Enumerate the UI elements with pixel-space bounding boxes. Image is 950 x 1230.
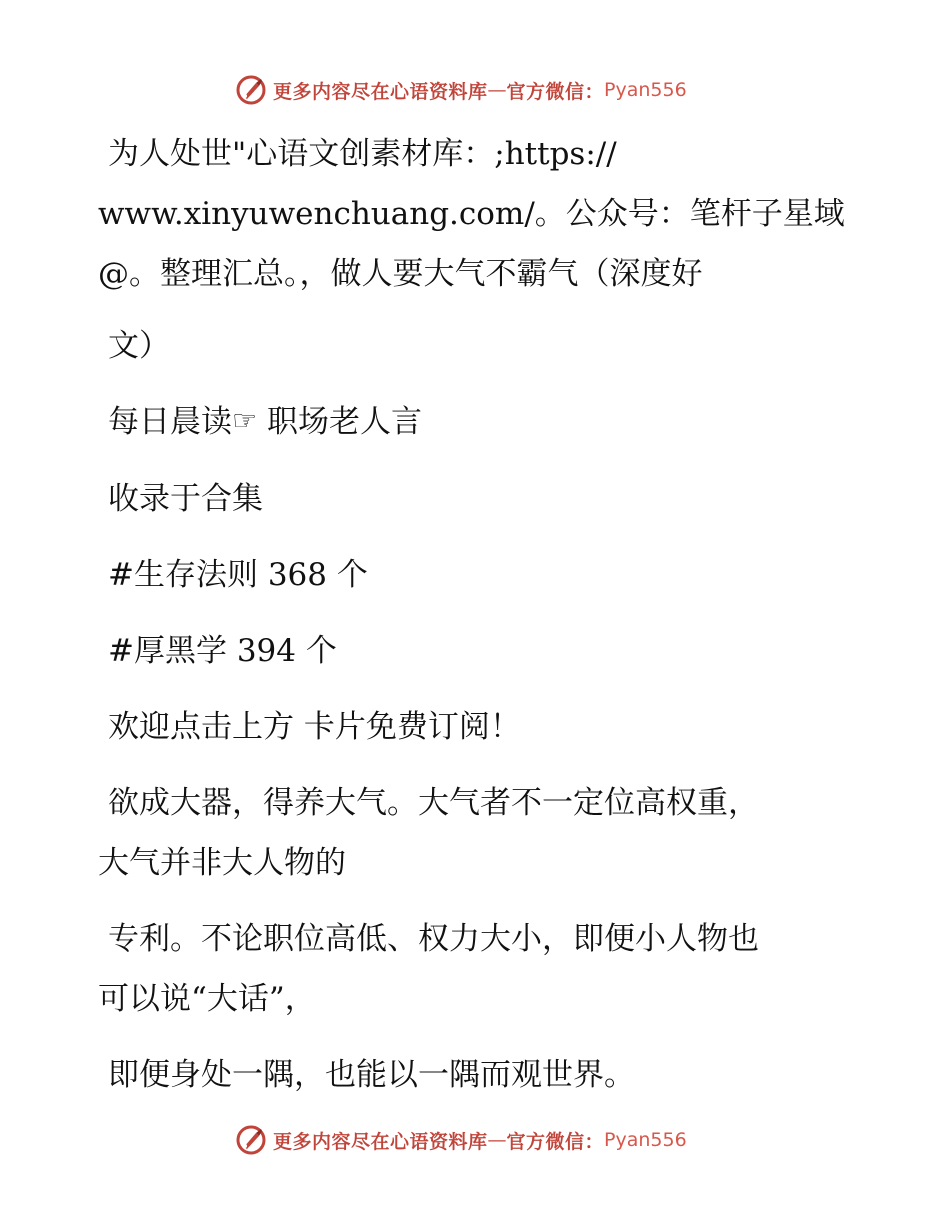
intro-line: @。整理汇总。，做人要大气不霸气（深度好 bbox=[98, 256, 703, 292]
banner-contact-value: Pyan556 bbox=[604, 79, 687, 101]
banner-brand-text: 更多内容尽在心语资料库 bbox=[273, 1130, 488, 1153]
document-body bbox=[98, 124, 858, 1121]
tag-line bbox=[98, 545, 858, 605]
collection-label: 收录于合集 bbox=[108, 481, 263, 517]
intro-line: www.xinyuwenchuang.com/。公众号：笔杆子星域 bbox=[98, 196, 845, 232]
body-paragraph bbox=[98, 1045, 858, 1105]
pointing-hand-icon: ☞ bbox=[232, 404, 258, 437]
body-paragraph bbox=[98, 909, 858, 1029]
paragraph-line: 专利。不论职位高低、权力大小，即便小人物也 bbox=[108, 921, 759, 957]
tag-link[interactable]: #生存法则 368 个 bbox=[108, 557, 368, 593]
banner-contact-label: 官方微信： bbox=[506, 1130, 605, 1153]
subscribe-prompt: 欢迎点击上方 卡片免费订阅！ bbox=[108, 709, 521, 745]
intro-line: 为人处世"心语文创素材库：;https:// bbox=[108, 136, 617, 172]
subscribe-line bbox=[98, 697, 858, 757]
tag-line bbox=[98, 621, 858, 681]
banner-contact-label: 官方微信： bbox=[506, 80, 605, 103]
banner-brand-text: 更多内容尽在心语资料库 bbox=[273, 80, 488, 103]
paragraph-line: 可以说“大话”， bbox=[98, 981, 316, 1017]
intro-continuation bbox=[98, 316, 858, 376]
quill-pen-logo-icon bbox=[235, 74, 267, 106]
morning-read-line bbox=[98, 392, 858, 453]
morning-read-label: 每日晨读 bbox=[108, 404, 232, 440]
intro-line: 文） bbox=[108, 328, 170, 364]
body-paragraph bbox=[98, 773, 858, 893]
banner-separator: — bbox=[487, 1129, 507, 1151]
footer-banner bbox=[235, 1122, 715, 1158]
header-banner bbox=[235, 72, 715, 108]
paragraph-line: 大气并非大人物的 bbox=[98, 845, 346, 881]
quill-pen-logo-icon bbox=[235, 1124, 267, 1156]
morning-read-text bbox=[98, 392, 858, 453]
paragraph-line: 欲成大器，得养大气。大气者不一定位高权重， bbox=[108, 785, 759, 821]
banner-separator: — bbox=[487, 79, 507, 101]
banner-contact-value: Pyan556 bbox=[604, 1129, 687, 1151]
morning-read-suffix: 职场老人言 bbox=[257, 404, 422, 440]
tag-link[interactable]: #厚黑学 394 个 bbox=[108, 633, 337, 669]
intro-paragraph bbox=[98, 124, 858, 304]
collection-line bbox=[98, 469, 858, 529]
paragraph-line: 即便身处一隅，也能以一隅而观世界。 bbox=[108, 1057, 635, 1093]
